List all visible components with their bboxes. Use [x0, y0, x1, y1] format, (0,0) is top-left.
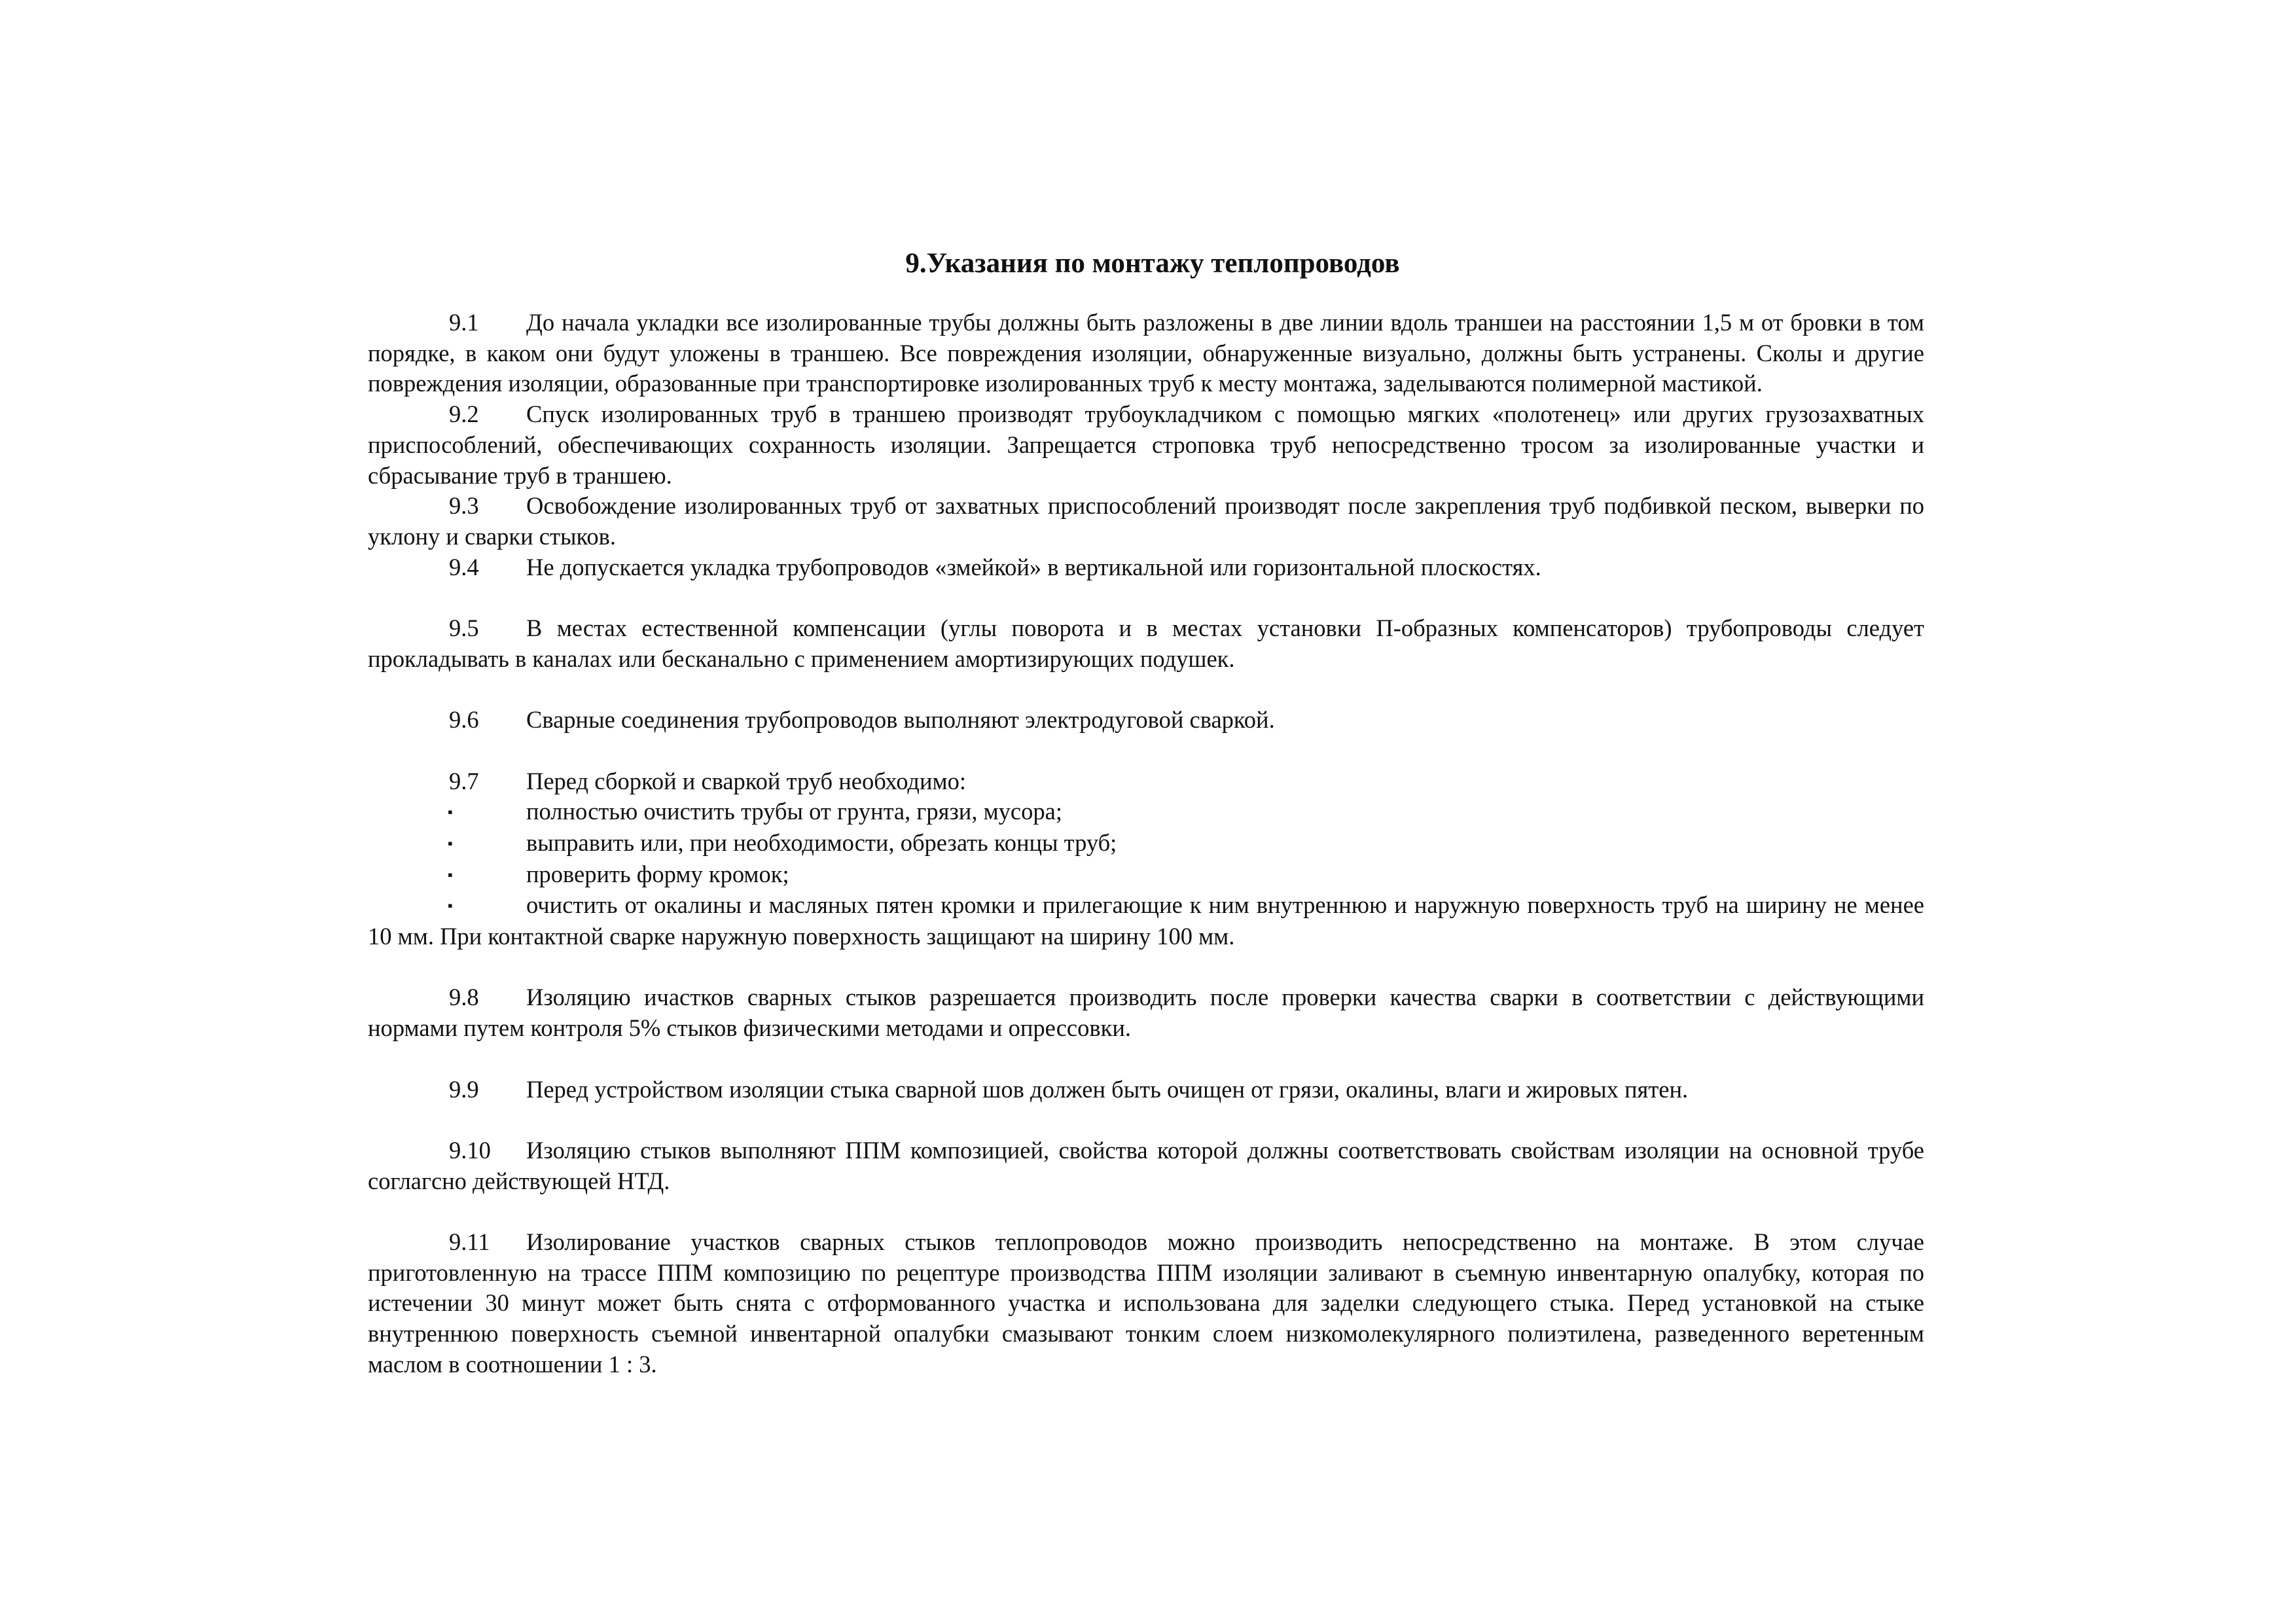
paragraph-text: Изоляцию ичастков сварных стыков разрешается производить после проверки качества сварки в соответствии с действующими нормами путем контроля 5% стыков физическими методами и опрессовки.	[368, 984, 1924, 1042]
list-item-text: проверить форму кромок;	[526, 860, 789, 887]
paragraph-spacer	[368, 736, 1924, 766]
document-page	[368, 243, 1924, 1380]
paragraph-9-9	[368, 1075, 1924, 1105]
item-number: 9.1	[449, 309, 479, 336]
paragraph-text: Освобождение изолированных труб от захватных приспособлений производят после закрепления труб подбивкой песком, выверки по уклону и сварки стыков.	[368, 492, 1924, 550]
paragraph-spacer	[368, 674, 1924, 705]
item-number: 9.5	[449, 615, 479, 642]
paragraph-9-11	[368, 1227, 1924, 1380]
paragraph-spacer	[368, 582, 1924, 613]
paragraph-9-8	[368, 982, 1924, 1043]
paragraph-spacer	[368, 1105, 1924, 1135]
paragraph-text: В местах естественной компенсации (углы поворота и в местах установки П-образных компенсаторов) трубопроводы следует прокладывать в каналах или бесканально с применением амортизирующих подушек.	[368, 615, 1924, 672]
item-number: 9.2	[449, 401, 479, 428]
list-item-text: очистить от окалины и масляных пятен кромки и прилегающие к ним внутреннюю и наружную поверхность труб на ширину не менее 10 мм. При контактной сварке наружную поверхность защищают на ширину 100 мм.	[368, 891, 1924, 950]
paragraph-text: Не допускается укладка трубопроводов «змейкой» в вертикальной или горизонтальной плоскостях.	[526, 553, 1541, 580]
item-number: 9.10	[449, 1136, 491, 1164]
paragraph-text: Перед сборкой и сваркой труб необходимо:	[526, 767, 967, 794]
page-title: 9.Указания по монтажу теплопроводов	[905, 248, 1400, 279]
list-item	[368, 796, 1924, 828]
item-number: 9.9	[449, 1075, 479, 1103]
item-number: 9.11	[449, 1228, 490, 1255]
paragraph-9-3	[368, 491, 1924, 552]
list-item-text: выправить или, при необходимости, обрезать концы труб;	[526, 829, 1117, 856]
item-number: 9.8	[449, 984, 479, 1011]
list-item	[368, 890, 1924, 952]
list-item-text: полностью очистить трубы от грунта, грязи, мусора;	[526, 798, 1062, 825]
list-item	[368, 828, 1924, 859]
item-number: 9.6	[449, 706, 479, 734]
paragraph-spacer	[368, 1196, 1924, 1227]
square-bullet-icon: ▪	[448, 866, 453, 883]
item-number: 9.7	[449, 767, 479, 794]
paragraph-9-4	[368, 552, 1924, 583]
item-number: 9.3	[449, 492, 479, 520]
list-item	[368, 859, 1924, 891]
item-number: 9.4	[449, 553, 479, 580]
paragraph-text: Спуск изолированных труб в траншею производят трубоукладчиком с помощью мягких «полотенец» или других грузозахватных приспособлений, обеспечивающих сохранность изоляции. Запрещается строповка труб непосредственно тросом за изолированные участки и сбрасывание труб в траншею.	[368, 401, 1924, 489]
paragraph-9-6	[368, 705, 1924, 736]
square-bullet-icon: ▪	[448, 897, 453, 914]
paragraph-9-2	[368, 399, 1924, 491]
paragraph-spacer	[368, 1044, 1924, 1075]
paragraph-text: Перед устройством изоляции стыка сварной шов должен быть очищен от грязи, окалины, влаги и жировых пятен.	[526, 1075, 1689, 1103]
paragraph-text: Изоляцию стыков выполняют ППМ композицией, свойства которой должны соответствовать свойствам изоляции на основной трубе соглагсно действующей НТД.	[368, 1136, 1924, 1194]
paragraph-9-7	[368, 766, 1924, 797]
paragraph-text: До начала укладки все изолированные трубы должны быть разложены в две линии вдоль траншеи на расстоянии 1,5 м от бровки в том порядке, в каком они будут уложены в траншею. Все повреждения изоляции, обнаруженные визуально, должны быть устранены. Сколы и другие повреждения изоляции, образованные при транспортировке изолированных труб к месту монтажа, заделываются полимерной мастикой.	[368, 309, 1924, 397]
paragraph-9-10	[368, 1135, 1924, 1196]
square-bullet-icon: ▪	[448, 834, 453, 851]
square-bullet-icon: ▪	[448, 804, 453, 821]
paragraph-9-1	[368, 308, 1924, 399]
paragraph-spacer	[368, 952, 1924, 983]
paragraph-text: Сварные соединения трубопроводов выполняют электродуговой сваркой.	[526, 706, 1275, 734]
paragraph-text: Изолирование участков сварных стыков теплопроводов можно производить непосредственно на монтаже. В этом случае приготовленную на трассе ППМ композицию по рецептуре производства ППМ изоляции заливают в съемную инвентарную опалубку, которая по истечении 30 минут может быть снята с отформованного участка и использована для заделки следующего стыка. Перед установкой на стыке внутреннюю поверхность съемной инвентарной опалубки смазывают тонким слоем низкомолекулярного полиэтилена, разведенного веретенным маслом в соотношении 1 : 3.	[368, 1228, 1924, 1378]
paragraph-9-5	[368, 613, 1924, 674]
